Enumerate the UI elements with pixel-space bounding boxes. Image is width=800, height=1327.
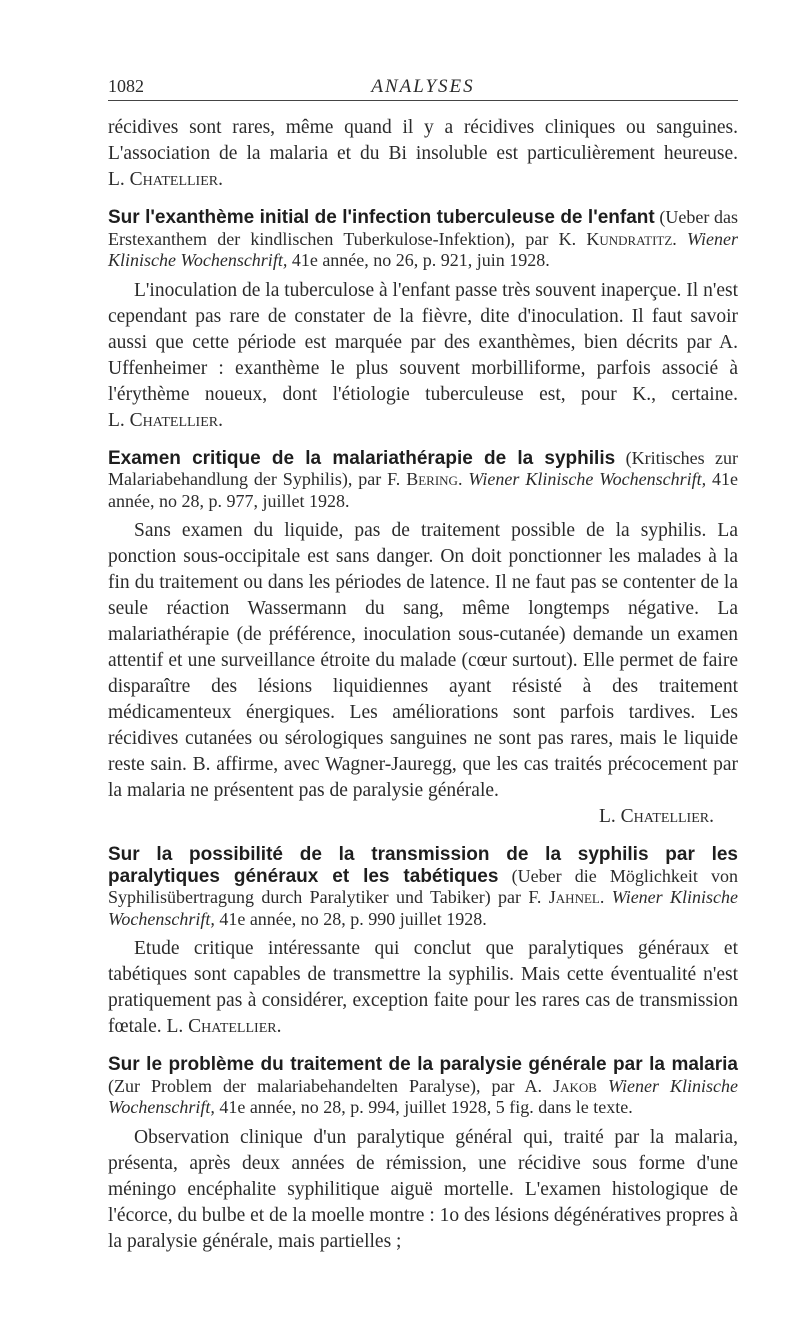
entry-reference-post: 41e année, no 26, p. 921, juin 1928. — [291, 250, 550, 270]
entry-author: Kundratitz. — [586, 228, 677, 249]
journal-page — [108, 70, 738, 1255]
entry-journal: Wiener Klinische Wochenschrift, — [468, 469, 707, 489]
entry-heading — [108, 844, 738, 930]
entry-title: Examen critique de la malariathérapie de la syphilis — [108, 447, 616, 469]
page-number: 1082 — [108, 76, 144, 96]
running-header — [108, 70, 738, 101]
review-entry-3 — [108, 844, 738, 1040]
entry-signature: L. Chatellier. — [599, 806, 714, 827]
entry-body-text: Etude critique intéressante qui conclut que paralytiques généraux et tabétiques sont capables de transmettre la syphilis. Mais cette éventualité n'est pratiquement pas à considérer, exception faite pour les rares cas de transmission fœtale. — [108, 938, 738, 1037]
entry-reference-post: 41e année, no 28, p. 977, juillet 1928. — [108, 469, 739, 511]
entry-journal: Wiener Klinische Wochenschrift, — [108, 228, 739, 270]
entry-body — [108, 278, 738, 434]
entry-body — [108, 936, 738, 1040]
entry-reference-pre: (Kritisches zur Malariabehandlung der Syphilis), par F. — [108, 447, 739, 489]
opening-paragraph — [108, 115, 738, 193]
entry-author: Bering. — [406, 469, 463, 489]
review-entry-4 — [108, 1054, 738, 1255]
entry-author: Jahnel. — [548, 887, 605, 907]
entry-body-text: L'inoculation de la tuberculose à l'enfant passe très souvent inaperçue. Il n'est cependant pas rare de constater de la fièvre, dite d'inoculation. Il faut savoir aussi que cette période est marquée par des exanthèmes, bien décrits par A. Uffenheimer : exanthème le plus souvent morbilliforme, parfois associé à l'érythème noueux, dont l'étiologie tuberculeuse est, pour K., certaine. — [108, 279, 738, 405]
opening-text: récidives sont rares, même quand il y a récidives cliniques ou sanguines. L'association de la malaria et du Bi insoluble est particulièrement heureuse. — [108, 117, 738, 164]
entry-reference-post: 41e année, no 28, p. 990 juillet 1928. — [219, 908, 487, 929]
entry-journal: Wiener Klinische Wochenschrift, — [108, 887, 739, 929]
page-content — [108, 115, 738, 1255]
entry-reference-pre: (Ueber das Erstexanthem der kindlischen Tuberkulose-Infektion), par K. — [108, 207, 739, 249]
entry-body: Observation clinique d'un paralytique général qui, traité par la malaria, présenta, après deux années de rémission, une récidive sous forme d'une méningo encéphalite syphilitique aiguë mortelle. L'examen histologique de l'écorce, du bulbe et de la moelle montre : 1o des lésions dégénératives propres à la paralysie générale, mais partielles ; — [108, 1126, 738, 1252]
entry-title: Sur le problème du traitement de la paralysie générale par la malaria — [108, 1054, 738, 1075]
entry-reference-post: 41e année, no 28, p. 994, juillet 1928, 5 fig. dans le texte. — [219, 1097, 633, 1117]
entry-heading — [108, 207, 738, 272]
entry-heading — [108, 1054, 738, 1119]
entry-author: Jakob — [553, 1075, 597, 1096]
entry-journal: Wiener Klinische Wochenschrift, — [108, 1075, 739, 1117]
entry-reference-pre: (Ueber die Möglichkeit von Syphilisübertragung durch Paralytiker und Tabiker) par F. — [108, 865, 738, 907]
entry-heading — [108, 448, 738, 513]
entry-body: Sans examen du liquide, pas de traitement possible de la syphilis. La ponction sous-occipitale est sans danger. On doit ponctionner les malades à la fin du traitement ou dans les périodes de latence. Il ne faut pas se contenter de la seule réaction Wassermann du sang, même longtemps négative. La malariathérapie (de préférence, inoculation sous-cutanée) demande un examen attentif et une surveillance étroite du malade (cœur surtout). Elle permet de faire disparaître des lésions liquidiennes ayant résisté à des traitement médicamenteux énergiques. Les améliorations sont parfois tardives. Les récidives cutanées ou sérologiques sanguines ne sont pas rares, mais le liquide reste sain. B. affirme, avec Wagner-Jauregg, que les cas traités précocement par la malaria ne présentent pas de paralysie générale. — [108, 520, 738, 801]
entry-reference-pre: (Zur Problem der malariabehandelten Paralyse), par A. — [108, 1075, 543, 1096]
entry-signature: L. Chatellier. — [108, 409, 223, 431]
review-entry-2 — [108, 448, 738, 831]
opening-signature: L. Chatellier. — [108, 169, 223, 190]
entry-title: Sur l'exanthème initial de l'infection tuberculeuse de l'enfant — [108, 207, 655, 228]
running-title: ANALYSES — [371, 76, 475, 97]
review-entry-1 — [108, 207, 738, 434]
entry-title: Sur la possibilité de la transmission de la syphilis par les paralytiques généraux et les tabétiques — [108, 844, 738, 887]
entry-signature: L. Chatellier. — [166, 1016, 282, 1037]
